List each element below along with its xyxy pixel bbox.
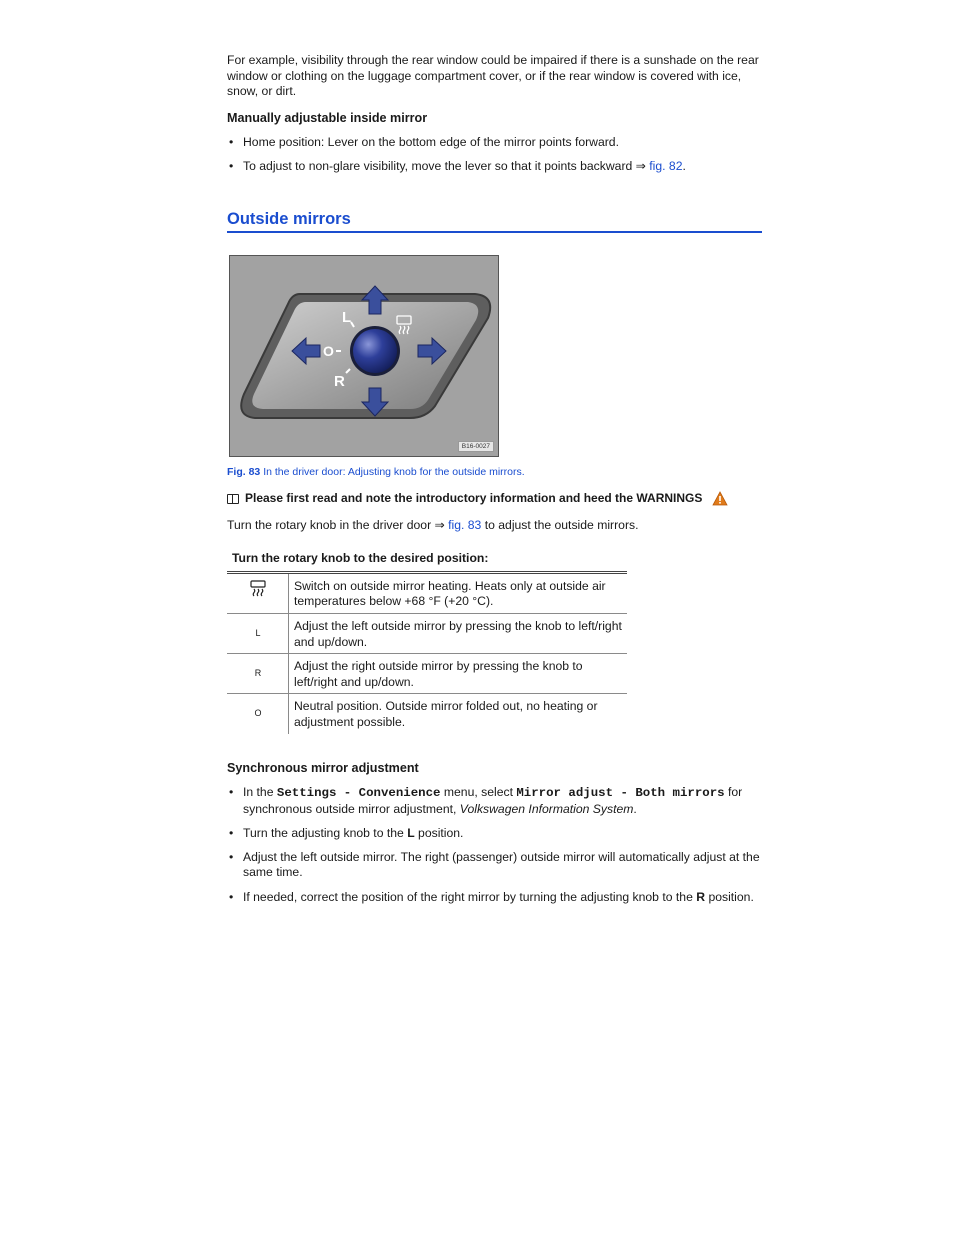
table-row: [227, 614, 627, 654]
sync-list: [227, 785, 767, 905]
notice-text: Please first read and note the introductory information and heed the WARNINGS: [245, 491, 703, 506]
list-item: [227, 785, 767, 817]
paragraph-text: to adjust the outside mirrors.: [484, 517, 639, 532]
document-page: [227, 53, 767, 914]
bullet-text: for synchronous outside mirror adjustment,: [243, 784, 743, 816]
bullet-text: position.: [418, 825, 464, 840]
mirror-knob-figure: [229, 255, 499, 457]
table-key-cell: O: [227, 694, 289, 734]
table-row: [227, 574, 627, 614]
fig-83-link[interactable]: fig. 83: [448, 517, 482, 532]
bullet-text: menu, select: [443, 784, 513, 799]
list-item: [227, 159, 767, 175]
list-item: [227, 890, 767, 906]
manual-mirror-heading: Manually adjustable inside mirror: [227, 110, 428, 125]
bullet-text: Turn the adjusting knob to the: [243, 825, 404, 840]
paragraph-text: Turn the rotary knob in the driver door ⇒: [227, 517, 445, 532]
table-key-cell: [227, 574, 289, 614]
figure-code: B16-0027: [458, 441, 494, 452]
bullet-text: Home position: Lever on the bottom edge of the mirror points forward.: [243, 134, 619, 149]
warning-triangle-icon: [712, 491, 728, 506]
table-key-cell: L: [227, 614, 289, 654]
table-desc-cell: Adjust the right outside mirror by pressing the knob to left/right and up/down.: [289, 654, 628, 694]
book-icon: [227, 494, 239, 504]
punctuation: .: [633, 801, 637, 816]
knob-letter-l: L: [342, 308, 352, 326]
list-item: [227, 826, 767, 842]
sync-heading: Synchronous mirror adjustment: [227, 760, 419, 775]
section-title: Outside mirrors: [227, 209, 762, 233]
position-key: R: [696, 889, 706, 904]
table-desc-cell: Adjust the left outside mirror by pressing the knob to left/right and up/down.: [289, 614, 628, 654]
manual-mirror-list: [227, 135, 767, 175]
table-row: [227, 654, 627, 694]
bullet-text: If needed, correct the position of the right mirror by turning the adjusting knob to the: [243, 889, 693, 904]
caption-text: In the driver door: Adjusting knob for the outside mirrors.: [263, 465, 525, 478]
table-desc-cell: Switch on outside mirror heating. Heats only at outside air temperatures below +68 °F (+20 °C).: [289, 574, 628, 614]
list-item: [227, 850, 767, 881]
positions-table: [227, 551, 627, 733]
table-row: [227, 694, 627, 734]
bullet-text: position.: [708, 889, 754, 904]
mirror-knob-illustration: [230, 256, 498, 456]
bullet-text: To adjust to non-glare visibility, move the lever so that it points backward ⇒: [243, 159, 646, 174]
table-key-cell: R: [227, 654, 289, 694]
knob-letter-r: R: [334, 372, 345, 390]
system-name: Volkswagen Information System: [459, 801, 634, 816]
caption-label: Fig. 83: [227, 465, 261, 478]
position-key: L: [407, 825, 415, 840]
intro-paragraph: For example, visibility through the rear window could be impaired if there is a sunshade on the rear window or clothing on the luggage compartment cover, or if the rear window is covered with ice, snow, or dirt.: [227, 53, 759, 99]
figure-caption: [227, 466, 767, 479]
table-desc-cell: Neutral position. Outside mirror folded out, no heating or adjustment possible.: [294, 699, 598, 730]
bullet-text: In the: [243, 784, 274, 799]
positions-grid: [227, 574, 627, 734]
bullet-text: Adjust the left outside mirror. The right (passenger) outside mirror will automatically adjust at the same time.: [243, 849, 760, 880]
mirror-heating-icon: [249, 579, 267, 597]
fig-82-link[interactable]: fig. 82: [649, 159, 683, 174]
list-item: [227, 135, 767, 151]
knob-icon: [353, 329, 397, 373]
menu-item-name: Mirror adjust - Both mirrors: [516, 785, 725, 800]
menu-name: Settings - Convenience: [276, 785, 441, 800]
turn-paragraph: [227, 518, 767, 534]
punctuation: .: [682, 159, 686, 174]
table-title: Turn the rotary knob to the desired position:: [227, 551, 627, 574]
knob-letter-o: O: [323, 342, 334, 359]
notice-line: [227, 491, 767, 506]
